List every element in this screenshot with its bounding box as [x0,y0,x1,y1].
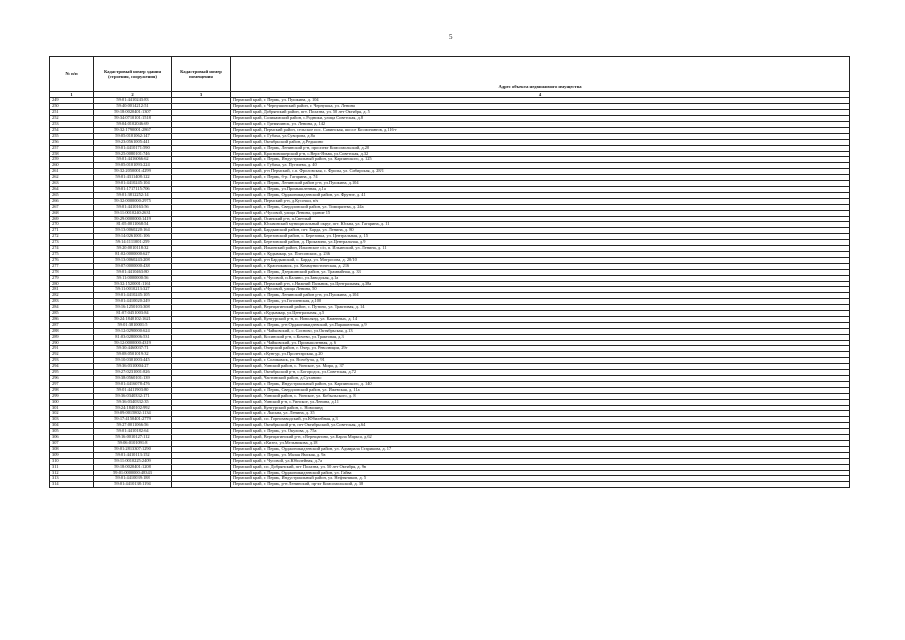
address-cell: Пермский край, г.Кунгур, ул.Пролетарская, д.20 [231,352,850,358]
row-number: 302 [50,411,94,417]
row-number: 255 [50,133,94,139]
address-cell: Пермский край, Березовский район, с. Березовка, ул. Центральная, д. 15 [231,234,850,240]
address-cell: Пермский край, Осинский р-н, п.Светлый [231,216,850,222]
cadastral-number: 59:11:0010240:2631 [94,210,172,216]
row-number: 298 [50,387,94,393]
row-number: 289 [50,334,94,340]
cadastral-number: 59:01:0000000:48343 [94,470,172,476]
address-cell: Пермский край, г. Лысьва, ул. Ленина, д. 35 [231,411,850,417]
row-number: 311 [50,464,94,470]
cadastral-number: 81:07:0451003:84 [94,311,172,317]
address-cell: Пермский край, Косинский р-н, с.Кочево, ул.Трактовая, д.3 [231,334,850,340]
cadastral-number: 59:12:0290000:624 [94,328,172,334]
address-cell: Пермский край, г.п. Добрянский, пгт Полазна, ул. 50 лет Октября, д. 9в [231,464,850,470]
address-cell: Пермский край, р-н Пермский, с.п. Фроловская, с. Фролы, ул. Сибирская, д. 28/1 [231,169,850,175]
address-cell: Пермский край, Юсьвинский муниципальный округ, пгт. Юсьва, ул. Гагарина, д. 11 [231,222,850,228]
row-number: 279 [50,275,94,281]
cadastral-number: 59:01:1717115:706 [94,187,172,193]
address-cell: Пермский край, Бардымский район, пгт. Барда, ул. Ленина, д. 80 [231,228,850,234]
address-cell: Пермский край, Октябрьский район, д.Редькино [231,139,850,145]
row-number: 261 [50,169,94,175]
row-number: 312 [50,470,94,476]
address-cell: Пермский край, г. Губаха, ул.Суворова, д.8а [231,133,850,139]
row-number: 262 [50,175,94,181]
row-number: 306 [50,435,94,441]
address-cell: Пермский край, г. Пермь, ул.Гоголевская, д.100 [231,299,850,305]
cadastral-number: 59:01:4410243:83 [94,98,172,104]
cadastral-number: 59:14:1111001:259 [94,240,172,246]
address-cell: Пермский край, Березовский район, д. Проказино, ул.Центральная, д.9 [231,240,850,246]
address-cell: Пермский край, Кунгурский р-н, п. Новолянд, ул. Каменных, д. 14 [231,316,850,322]
address-cell: Пермский край, г. Пермь, ул.Промышленная, д.1а [231,187,850,193]
row-number: 314 [50,482,94,488]
cadastral-number: 59:01:4410113:152 [94,452,172,458]
cadastral-number: 59:05:0101062:147 [94,133,172,139]
address-cell: Пермский край, г. Чернушинский район, г. Чернушка, ул. Ленина [231,104,850,110]
address-cell: Пермский край, г. Краснокамск, ул. Коммунистическая, д. 216 [231,263,850,269]
row-number: 291 [50,346,94,352]
address-cell: Пермский край, Октябрьский р-н, с.Богородск, ул.Советская, д.72 [231,370,850,376]
row-number: 296 [50,376,94,382]
row-number: 284 [50,305,94,311]
cadastral-number: 59:23:0561005:441 [94,139,172,145]
cadastral-number: 59:20:0010118:32 [94,246,172,252]
address-cell: Пермский край, г. Чусовой, п.Калино, ул.Заводская, д.1а [231,275,850,281]
address-cell: Пермский край, г. Пермь, Индустриальный район, ул. Карпинского, д. 140 [231,381,850,387]
row-number: 281 [50,287,94,293]
row-number: 250 [50,104,94,110]
cadastral-number: 59:01:4416078:476 [94,381,172,387]
cadastral-number: 59:01:3810001:5 [94,322,172,328]
cadastral-number: 59:29:0000000:1419 [94,216,172,222]
row-number: 278 [50,269,94,275]
address-cell: Пермский край, Пермский р-н, д.Кусочки, в/ч [231,198,850,204]
cadastral-number: 59:38:0560101:139 [94,376,172,382]
address-cell: Пермский край, Пермский р-н, с.Нижний Пальник, ул.Центральная, д.38а [231,281,850,287]
row-number: 263 [50,181,94,187]
cadastral-number: 59:01:4410138:1194 [94,482,172,488]
cadastral-number: 59:01:4311408:122 [94,175,172,181]
cadastral-number: 59:16:1250103:308 [94,305,172,311]
row-number: 292 [50,352,94,358]
cadastral-number: 59:12:0000000:4319 [94,340,172,346]
cadastral-number: 59:13:0060220:164 [94,228,172,234]
cadastral-number: 81:05:0011068:54 [94,222,172,228]
address-cell: Пермский край, г. Пермь, Свердловский район, ул. Ижевская, д. 11а [231,387,850,393]
address-cell: Пермский край, г.Чусовой, улица Ленина, 50 [231,287,850,293]
cadastral-number: 81:03:0280006:531 [94,334,172,340]
row-number: 293 [50,358,94,364]
address-cell: Пермский край, Октябрьский р-н, пгт Октябрьский, ул.Советская, д.64 [231,423,850,429]
address-cell: Пермский край, г.Кудымкар, ул.Центральная, д.5 [231,311,850,317]
cadastral-number: 59:32:0000000:2975 [94,198,172,204]
row-number: 285 [50,311,94,317]
row-number: 313 [50,476,94,482]
row-number: 251 [50,110,94,116]
row-number: 308 [50,446,94,452]
address-cell: Пермский край, Очерский район, г. Очер, ул. Революции, 29г [231,346,850,352]
address-cell: Пермский край, г. Кудымкар, ул. Плесовских, д. 236 [231,251,850,257]
header-row [50,57,850,92]
row-number: 283 [50,299,94,305]
cadastral-number: 59:14:0261001:106 [94,234,172,240]
row-number: 280 [50,281,94,287]
row-number: 277 [50,263,94,269]
column-number: 3 [172,92,231,98]
cadastral-number: 59:34:0710101:1518 [94,116,172,122]
cadastral-number: 59:36:0310004:27 [94,364,172,370]
cadastral-number: 59:18:0020401:1208 [94,464,172,470]
address-cell: Пермский край, г. Пермь, б-р. Гагарина, д. 74 [231,175,850,181]
row-number: 266 [50,198,94,204]
address-cell: Пермский край, Уинский район, с. Уинское, ул. Мира, д. 37 [231,364,850,370]
cadastral-number: 59:18:0020401:1307 [94,110,172,116]
cadastral-number: 81:02:0000000:627 [94,251,172,257]
cadastral-number: 59:01:4410020:249 [94,299,172,305]
cadastral-number: 59:17:4150401:2779 [94,417,172,423]
row-number: 272 [50,234,94,240]
address-cell: Пермский край, г. Пермь, Ленинский район р-н, ул.Пушкина, д.104 [231,293,850,299]
cadastral-number: 59:01:2813307:1290 [94,446,172,452]
address-cell: Пермский край, г. Пермь, Ленинский р-н, проспект Комсомольский, д.20 [231,145,850,151]
row-number: 305 [50,429,94,435]
address-cell: Пермский край, г. Чайковский, с. Сосново, ул.Октябрьская, д.13 [231,328,850,334]
address-cell: Пермский край, г. Пермь, ул. Малая Ямская, д. 9а [231,452,850,458]
cadastral-number: 59:13:0060243:208 [94,257,172,263]
address-cell: Пермский край, г. Пермь, Орджоникидзевский район, ул. Гайва [231,470,850,476]
row-number: 301 [50,405,94,411]
column-number: 2 [94,92,172,98]
cadastral-number: 59:01:4410463:80 [94,269,172,275]
cadastral-number: 59:27:0011066:56 [94,423,172,429]
cadastral-number: 59:06:0101091:8 [94,440,172,446]
address-cell: Пермский край, Кунгурский район, с. Новолянд [231,405,850,411]
row-number: 304 [50,423,94,429]
header-premises: Кадастровый номер помещения [172,57,231,92]
row-number: 256 [50,139,94,145]
address-cell: Пермский край, г. Пермь, р-н Ленинский, пр-кт Комсомольский, д. 38 [231,482,850,488]
address-cell: Пермский край, г.Кизел, ул.Мельникова, д.18 [231,440,850,446]
row-number: 300 [50,399,94,405]
address-cell: Пермский край, г. Гремячинск, ул. Ленина, д. 142 [231,122,850,128]
cadastral-number: 59:16:0010127:112 [94,435,172,441]
cadastral-number: 59:32:2050001:4299 [94,169,172,175]
address-cell: Пермский край, г. Пермь, Орджоникидзевский район, ул. Фрунзе, д. 41 [231,192,850,198]
row-number: 299 [50,393,94,399]
row-number: 257 [50,145,94,151]
row-number: 288 [50,328,94,334]
row-number: 252 [50,116,94,122]
address-cell: Пермский край, Добрянский район, пгт. Полазна, ул. 50 лет Октября, д. 5 [231,110,850,116]
cadastral-number: 59:01:4411903:80 [94,387,172,393]
cadastral-number: 59:01:4410163:56 [94,204,172,210]
cadastral-number: 59:01:4410171:590 [94,145,172,151]
cadastral-number: 59:09:0015802:1134 [94,411,172,417]
cadastral-number: 59:01:3812252:14 [94,192,172,198]
cadastral-number: 59:24:1840102:992 [94,405,172,411]
premises-number [172,482,231,488]
address-cell: Пермский край, Верещагинский район, с. Путино, ул. Трактовая, д. 14 [231,305,850,311]
address-cell: Пермский край, Верещагинский р-н, г.Верещагино, ул.Карла Маркса, д.62 [231,435,850,441]
address-cell: Пермский край, р-н Бардымский, с. Барда, ул. Матросова, д. 20/10 [231,257,850,263]
address-cell: Пермский край, г. Пермь, ул. Пушкина, д. 104 [231,98,850,104]
table-row [50,482,850,488]
row-number: 309 [50,452,94,458]
row-number: 265 [50,192,94,198]
address-cell: Пермский край, Уинский р-н, с.Уинское, ул.Ленина, д.11 [231,399,850,405]
address-cell: Пермский край, г. Пермь, Индустриальный район, ул. Нефтяников, д. 5 [231,476,850,482]
cadastral-number: 59:30:4460037:71 [94,346,172,352]
address-cell: Пермский край, г. Чайковский, ул. Промышленная, д. 6 [231,340,850,346]
row-number: 260 [50,163,94,169]
cadastral-number: 59:10:0301003:445 [94,358,172,364]
cadastral-number: 59:01:4410245:105 [94,293,172,299]
cadastral-number: 59:01:4410182:64 [94,429,172,435]
row-number: 294 [50,364,94,370]
row-number: 268 [50,210,94,216]
address-cell: Пермский край, г. Пермь, Свердловский район, ул. Тимирязева, д. 24а [231,204,850,210]
cadastral-number: 59:08:0501019:32 [94,352,172,358]
address-cell: Пермский край, г. Пермь, Дзержинский район, ул. Трамвайная, д. 33 [231,269,850,275]
address-cell: Пермский край, г.Чусовой, улица Ленина, здание 15 [231,210,850,216]
row-number: 282 [50,293,94,299]
row-number: 286 [50,316,94,322]
cadastral-number: 59:01:4410245:104 [94,181,172,187]
row-number: 259 [50,157,94,163]
row-number: 254 [50,127,94,133]
cadastral-number: 59:11:0010213:327 [94,287,172,293]
address-cell: Пермский край, г. Пермь, р-н Орджоникидзевский, ул.Парашютная, д.9 [231,322,850,328]
address-cell: Пермский край, г.п. Горнозаводский, ул.Юбилейная, д.3 [231,417,850,423]
address-cell: Пермский край, Пермский район, сельское пос. Савинская, шоссе Космонавтов, д.116-г [231,127,850,133]
row-number: 276 [50,257,94,263]
cadastral-number: 59:11:0010225:2409 [94,458,172,464]
address-cell: Пермский край, Ильинский район, Ильинское с/п, п. Ильинский, ул. Ленина, д. 11 [231,246,850,252]
header-address: Адрес объекта недвижимого имущества [231,57,850,92]
row-number: 303 [50,417,94,423]
cadastral-number: 59:07:0000000:438 [94,263,172,269]
address-cell: Пермский край, Соликамский район, с.Родники, улица Советская, д.8 [231,116,850,122]
cadastral-number: 59:01:4416066:62 [94,157,172,163]
row-number: 307 [50,440,94,446]
row-number: 264 [50,187,94,193]
row-number: 290 [50,340,94,346]
address-cell: Пермский край, г. Пермь, Орджоникидзевский район, ул. Адмирала Старикова, д. 17 [231,446,850,452]
address-cell: Пермский край, г. Пермь, Ленинский район р-н, ул.Пушкина, д.104 [231,181,850,187]
address-cell: Пермский край, г. Чусовой, ул.Юбилейная, д.7а [231,458,850,464]
row-number: 273 [50,240,94,246]
address-cell: Пермский край, г. Соликамск, ул. Всеобуча, д. 91 [231,358,850,364]
row-number: 249 [50,98,94,104]
row-number: 271 [50,228,94,234]
header-cadastral: Кадастровый номер здания (строения, сооружения) [94,57,172,92]
column-number: 1 [50,92,94,98]
address-cell: Пермский край, Частинский район, д.Сухановo [231,376,850,382]
address-cell: Пермский край, г. Пермь, Индустриальный район, ул. Карпинского, д. 125 [231,157,850,163]
column-number: 4 [231,92,850,98]
row-number: 310 [50,458,94,464]
address-cell: Пермский край, Красновишерский р-н, с.Верх-Язьва, ул.Советская, д.32 [231,151,850,157]
address-cell: Пермский край, Уинский район, с. Уинское, ул. Кобыльского, д. 8 [231,393,850,399]
cadastral-number: 59:40:0014212:51 [94,104,172,110]
row-number: 270 [50,222,94,228]
page-number: 5 [449,33,453,41]
row-number: 253 [50,122,94,128]
row-number: 287 [50,322,94,328]
row-number: 297 [50,381,94,387]
cadastral-number: 59:36:0340332:35 [94,399,172,405]
cadastral-number: 59:01:4410039:188 [94,476,172,482]
address-cell: Пермский край, г. Губаха, ул. Пугачева, д. 40 [231,163,850,169]
cadastral-number: 59:24:1840102:1621 [94,316,172,322]
cadastral-number: 59:36:0340332:171 [94,393,172,399]
property-register-table [49,56,850,488]
cadastral-number: 59:25:0080101:746 [94,151,172,157]
row-number: 275 [50,251,94,257]
cadastral-number: 59:05:0101093:224 [94,163,172,169]
row-number: 258 [50,151,94,157]
row-number: 267 [50,204,94,210]
row-number: 274 [50,246,94,252]
address-cell: Пермский край, г. Пермь, ул. Окулова, д. 75а [231,429,850,435]
cadastral-number: 59:32:1790001:2867 [94,127,172,133]
header-no: № п/п [50,57,94,92]
cadastral-number: 59:11:0000000:56 [94,275,172,281]
row-number: 269 [50,216,94,222]
cadastral-number: 59:32:1520001:1161 [94,281,172,287]
cadastral-number: 59:04:0102046:69 [94,122,172,128]
row-number: 295 [50,370,94,376]
cadastral-number: 59:27:0231001:826 [94,370,172,376]
